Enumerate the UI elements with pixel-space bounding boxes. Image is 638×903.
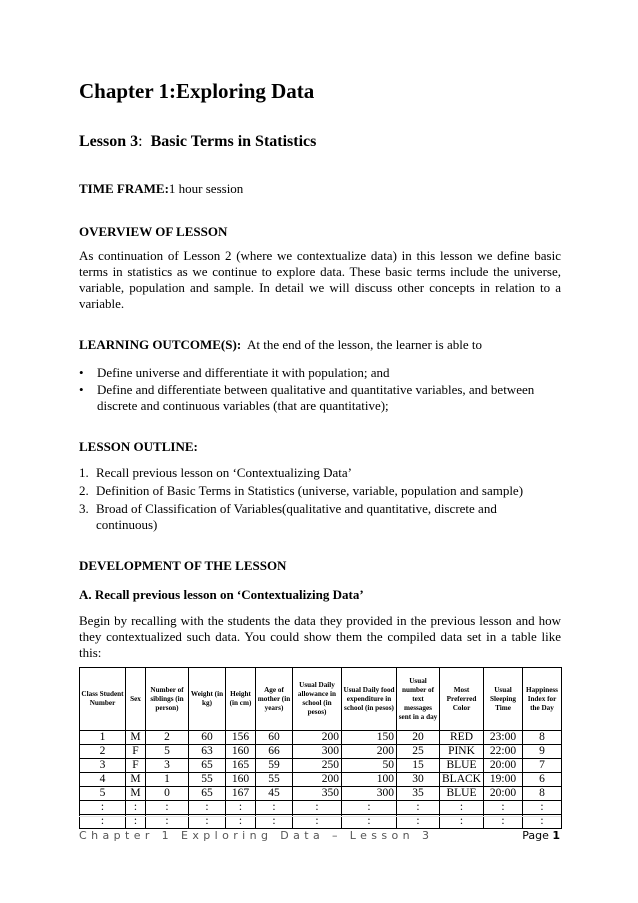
- column-header: Weight (in kg): [189, 668, 226, 731]
- column-header: Usual Daily food expenditure in school (in pesos): [342, 668, 397, 731]
- table-header-row: [80, 668, 562, 731]
- table-row: : : : : : : : : : : : :: [80, 801, 562, 815]
- table-row: : : : : : : : : : : : :: [80, 815, 562, 829]
- time-frame: [79, 180, 561, 197]
- outline-heading: LESSON OUTLINE:: [79, 439, 198, 454]
- column-header: Number of siblings (in person): [146, 668, 189, 731]
- chapter-title: Chapter 1:Exploring Data: [79, 79, 315, 103]
- column-header: Class Student Number: [80, 668, 126, 731]
- page-content: [79, 78, 561, 829]
- list-item: 3. Broad of Classification of Variables(qualitative and quantitative, discrete and continuous): [79, 501, 497, 532]
- column-header: Usual Daily allowance in school (in pesos): [293, 668, 342, 731]
- outline-list: [79, 465, 561, 533]
- footer-divider: [79, 816, 561, 817]
- development-text: Begin by recalling with the students the data they provided in the previous lesson and how they contextualized such data. You could show them the compiled data set in a table like this:: [79, 613, 561, 660]
- column-header: Happiness Index for the Day: [523, 668, 562, 731]
- page-number: 1: [552, 829, 560, 842]
- column-header: Usual number of text messages sent in a day: [397, 668, 440, 731]
- table-row: 4 M 1 55 160 55 200 100 30 BLACK 19:00 6: [80, 773, 562, 787]
- learning-outcomes-list: [79, 365, 561, 414]
- list-item: • Define universe and differentiate it with population; and: [79, 365, 390, 380]
- lesson-title: [79, 132, 561, 152]
- footer-running-title: Chapter 1 Exploring Data – Lesson 3: [79, 829, 434, 842]
- bullet-icon: •: [79, 382, 84, 397]
- list-item: • Define and differentiate between qualitative and quantitative variables, and between discrete and continuous variables (that are quantitative);: [79, 382, 535, 413]
- time-frame-value: 1 hour session: [168, 181, 244, 196]
- list-item: 1. Recall previous lesson on ‘Contextualizing Data’: [79, 465, 352, 480]
- lesson-colon: :: [138, 133, 143, 150]
- learning-outcomes-text: At the end of the lesson, the learner is able to: [246, 337, 482, 352]
- column-header: Age of mother (in years): [256, 668, 293, 731]
- lesson-name: Basic Terms in Statistics: [150, 133, 317, 150]
- column-header: Height (in cm): [226, 668, 256, 731]
- column-header: Most Preferred Color: [440, 668, 484, 731]
- lesson-label: Lesson 3: [79, 133, 139, 150]
- table-row: 2 F 5 63 160 66 300 200 25 PINK 22:00 9: [80, 745, 562, 759]
- time-frame-label: TIME FRAME:: [79, 181, 169, 196]
- page-label: Page: [522, 829, 549, 842]
- learning-outcomes: [79, 336, 561, 353]
- column-header: Sex: [126, 668, 146, 731]
- table-row: 5 M 0 65 167 45 350 300 35 BLUE 20:00 8: [80, 787, 562, 801]
- student-data-table: [79, 667, 562, 829]
- learning-outcomes-heading: LEARNING OUTCOME(S):: [79, 337, 242, 352]
- footer-page-number: [522, 829, 560, 842]
- overview-text: As continuation of Lesson 2 (where we contextualize data) in this lesson we define basic terms in statistics as we continue to explore data. These basic terms include the universe, variable, population and sample. In detail we will discuss other concepts in relation to a variable.: [79, 248, 561, 311]
- column-header: Usual Sleeping Time: [484, 668, 523, 731]
- table-row: 1 M 2 60 156 60 200 150 20 RED 23:00 8: [80, 731, 562, 745]
- overview-heading: OVERVIEW OF LESSON: [79, 224, 228, 239]
- development-heading: DEVELOPMENT OF THE LESSON: [79, 558, 287, 573]
- development-subheading: A. Recall previous lesson on ‘Contextualizing Data’: [79, 587, 364, 602]
- list-item: 2. Definition of Basic Terms in Statistics (universe, variable, population and sample): [79, 483, 524, 498]
- bullet-icon: •: [79, 365, 84, 380]
- table-row: 3 F 3 65 165 59 250 50 15 BLUE 20:00 7: [80, 759, 562, 773]
